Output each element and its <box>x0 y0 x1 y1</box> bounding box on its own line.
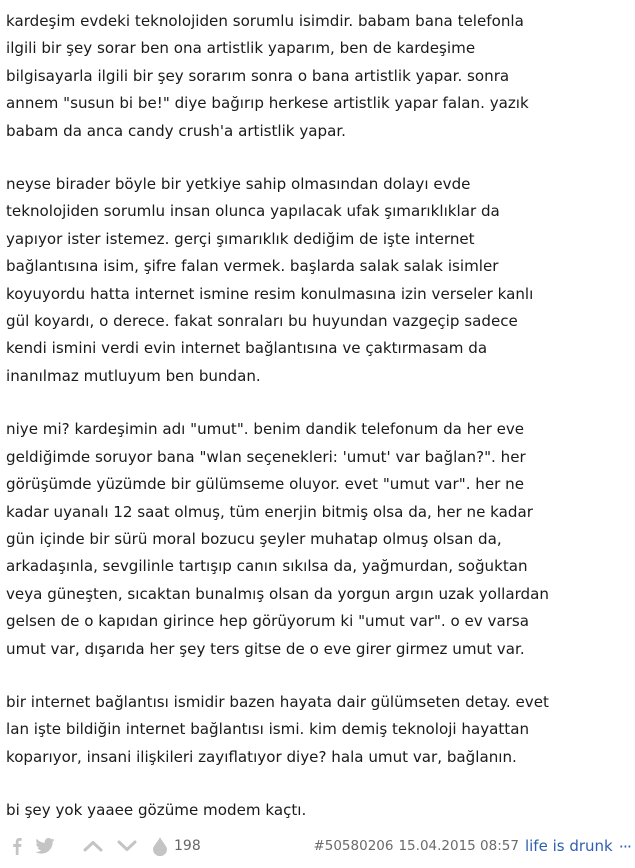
entry-text-line: veya güneşten, sıcaktan bunalmış olsan da yorgun argın uzak yollardan <box>6 584 549 603</box>
entry-text-line: arkadaşınla, sevgilinle tartışıp canın sıkılsa da, yağmurdan, soğuktan <box>6 557 528 576</box>
entry-paragraph <box>6 171 632 390</box>
entry-text-line: gelsen de o kapıdan girince hep görüyorum ki "umut var". o ev varsa <box>6 612 530 631</box>
entry-text-line: umut var, dışarıda her şey ters gitse de o eve girer girmez umut var. <box>6 639 525 658</box>
entry-text-line: bir internet bağlantısı ismidir bazen hayata dair gülümseten detay. evet <box>6 692 549 711</box>
twitter-icon[interactable] <box>34 836 56 856</box>
drop-icon[interactable] <box>152 835 168 857</box>
entry-footer <box>0 832 635 860</box>
facebook-icon[interactable] <box>10 836 24 856</box>
entry-text-line: babam da anca candy crush'a artistlik yapar. <box>6 121 346 140</box>
entry-text-line: görüşümde yüzümde bir gülümseme oluyor. evet "umut var". her ne <box>6 475 524 494</box>
entry-meta <box>313 832 635 860</box>
entry-paragraph <box>6 689 632 771</box>
entry-text-line: lan işte bildiğin internet bağlantısı ismi. kim demiş teknoloji hayattan <box>6 720 530 739</box>
entry-text-line: niye mi? kardeşimin adı "umut". benim dandik telefonum da her eve <box>6 420 525 439</box>
entry-text-line: gün içinde bir sürü moral bozucu şeyler muhatap olmuş olsan da, <box>6 529 502 548</box>
entry-text-line: kardeşim evdeki teknolojiden sorumlu isimdir. babam bana telefonla <box>6 12 524 30</box>
entry-text-line: bağlantısına isim, şifre falan vermek. başlarda salak salak isimler <box>6 257 499 276</box>
entry-text-line: kendi ismini verdi evin internet bağlantısına ve çaktırmasam da <box>6 339 488 358</box>
chevron-up-icon[interactable] <box>82 836 104 856</box>
entry-text-line: koparıyor, insani ilişkileri zayıflatıyor diye? hala umut var, bağlanın. <box>6 747 517 766</box>
entry-paragraph <box>6 8 632 145</box>
chevron-down-icon[interactable] <box>116 836 138 856</box>
entry-paragraph <box>6 416 632 663</box>
entry-text-line: bi şey yok yaaee gözüme modem kaçtı. <box>6 801 307 820</box>
entry-text-line: neyse birader böyle bir yetkiye sahip olmasından dolayı evde <box>6 175 471 194</box>
favorite-count[interactable]: 198 <box>174 838 201 854</box>
entry-text-line: ilgili bir şey sorar ben ona artistlik yaparım, ben de kardeşime <box>6 39 476 58</box>
entry-content <box>6 8 632 851</box>
author-link[interactable]: life is drunk <box>524 837 613 855</box>
entry-text-line: bilgisayarla ilgili bir şey sorarım sonra o bana artistlik yapar. sonra <box>6 66 510 85</box>
entry-text-line: koyuyordu hatta internet ismine resim konulmasına izin verseler kanlı <box>6 284 534 303</box>
entry-paragraph <box>6 797 632 824</box>
entry-id-link[interactable]: #50580206 <box>313 838 394 854</box>
entry-text-line: inanılmaz mutluyum ben bundan. <box>6 366 261 385</box>
entry-text-line: geldiğimde soruyor bana "wlan seçenekleri: 'umut' var bağlan?". her <box>6 447 526 466</box>
more-options-icon[interactable]: ··· <box>618 836 631 856</box>
entry-date[interactable]: 15.04.2015 08:57 <box>398 838 519 854</box>
entry-text-line: gül koyardı, o derece. fakat sonraları bu huyundan vazgeçip sadece <box>6 312 518 331</box>
entry-text-line: kadar uyanalı 12 saat olmuş, tüm enerjin bitmiş olsa da, her ne kadar <box>6 502 533 521</box>
entry-text-line: yapıyor ister istemez. gerçi şımarıklık dediğim de işte internet <box>6 229 475 248</box>
entry-text-line: annem "susun bi be!" diye bağırıp herkese artistlik yapar falan. yazık <box>6 94 529 113</box>
entry-text-line: teknolojiden sorumlu insan olunca yapılacak ufak şımarıklıklar da <box>6 202 500 221</box>
